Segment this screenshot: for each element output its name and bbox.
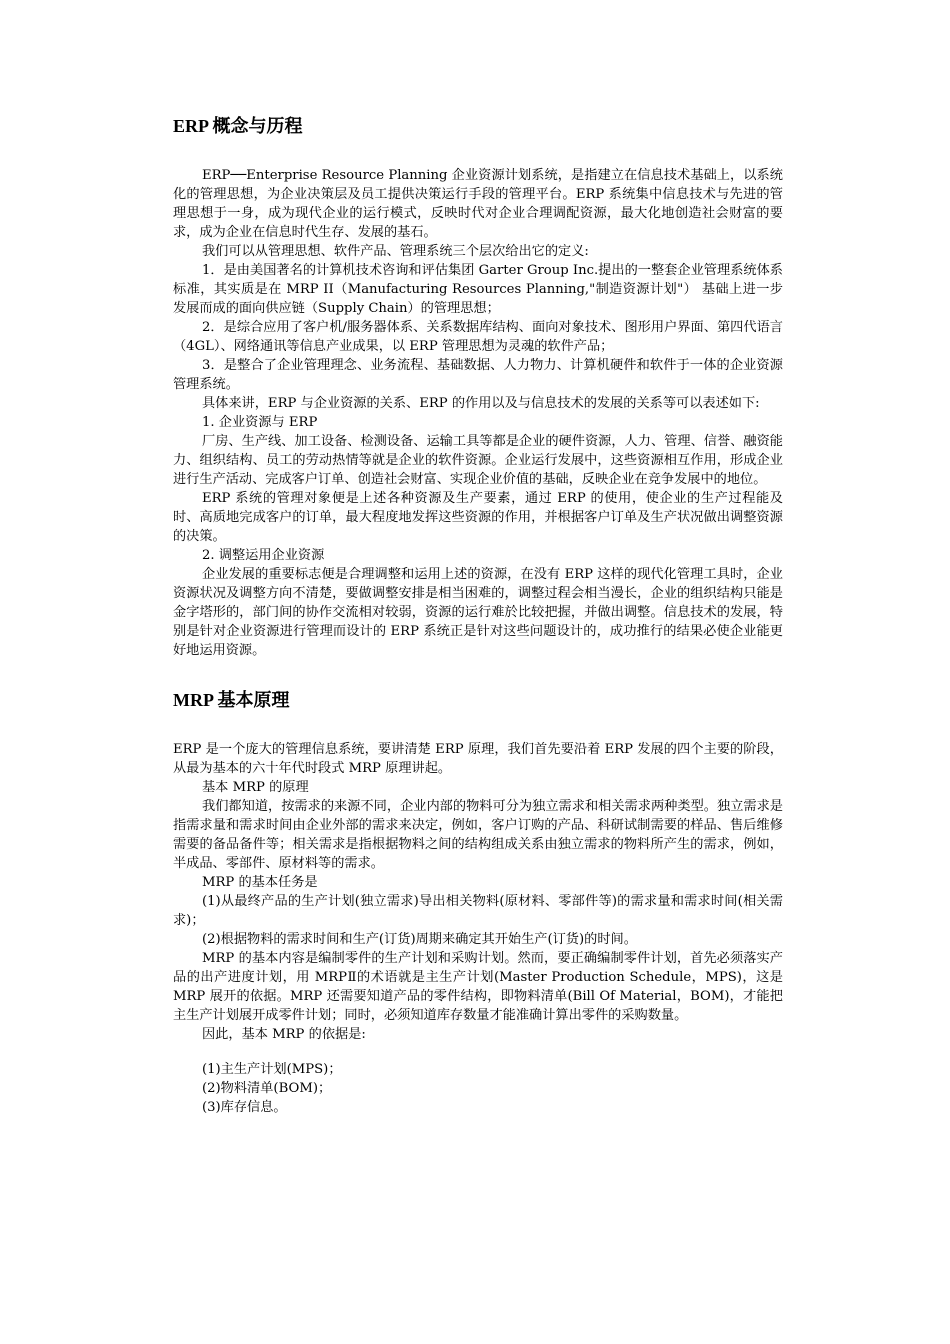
section-title-erp: ERP 概念与历程	[173, 116, 303, 136]
subheading: 基本 MRP 的原理	[202, 780, 309, 795]
paragraph: 企业发展的重要标志便是合理调整和运用上述的资源，在没有 ERP 这样的现代化管理工具时，企业资源状况及调整方向不清楚，要做调整安排是相当困难的，调整过程会相当漫长，企业的组织结构只能是金字塔形的，部门间的协作交流相对较弱，资源的运行难於比较把握，并做出调整。信息技术的发展，特别是针对企业资源进行管理而设计的 ERP 系统正是针对这些问题设计的，成功推行的结果必使企业能更好地运用资源。	[173, 567, 783, 658]
document-content	[173, 114, 783, 1117]
section-title-mrp: MRP 基本原理	[173, 690, 290, 710]
paragraph: 我们可以从管理思想、软件产品、管理系统三个层次给出它的定义:	[202, 244, 589, 259]
spacer	[173, 712, 783, 740]
paragraph: 我们都知道，按需求的来源不同，企业内部的物料可分为独立需求和相关需求两种类型。独立需求是指需求量和需求时间由企业外部的需求来决定，例如，客户订购的产品、科研试制需要的样品、售后维修需要的备品备件等；相关需求是指根据物料之间的结构组成关系由独立需求的物料所产生的需求，例如，半成品、零部件、原材料等的需求。	[173, 799, 783, 871]
list-item: 1．是由美国著名的计算机技术咨询和评估集团 Garter Group Inc.提出的一整套企业管理系统体系标准，其实质是在 MRP II（Manufacturing Resources Planning,"制造资源计划"） 基础上进一步发展而成的面向供应链（Supply Chain）的管理思想；	[173, 263, 783, 316]
list-item: (3)库存信息。	[202, 1100, 287, 1115]
spacer	[173, 660, 783, 688]
paragraph: 因此，基本 MRP 的依据是:	[202, 1027, 366, 1042]
subheading: 2. 调整运用企业资源	[202, 548, 325, 563]
list-item: (2)物料清单(BOM)；	[202, 1081, 332, 1096]
spacer	[173, 138, 783, 166]
list-item: (1)主生产计划(MPS)；	[202, 1062, 342, 1077]
subheading: 1. 企业资源与 ERP	[202, 415, 318, 430]
paragraph: 具体来讲，ERP 与企业资源的关系、ERP 的作用以及与信息技术的发展的关系等可以表述如下:	[202, 396, 760, 411]
paragraph: MRP 的基本任务是	[202, 875, 318, 890]
list-item: 2．是综合应用了客户机/服务器体系、关系数据库结构、面向对象技术、图形用户界面、第四代语言（4GL）、网络通讯等信息产业成果，以 ERP 管理思想为灵魂的软件产品；	[173, 320, 783, 354]
list-item: (1)从最终产品的生产计划(独立需求)导出相关物料(原材料、零部件等)的需求量和需求时间(相关需求)；	[173, 894, 783, 928]
list-item: (2)根据物料的需求时间和生产(订货)周期来确定其开始生产(订货)的时间。	[202, 932, 637, 947]
spacer	[173, 1044, 783, 1060]
paragraph: 厂房、生产线、加工设备、检测设备、运输工具等都是企业的硬件资源，人力、管理、信誉、融资能力、组织结构、员工的劳动热情等就是企业的软件资源。企业运行发展中，这些资源相互作用，形成企业进行生产活动、完成客户订单、创造社会财富、实现企业价值的基础，反映企业在竞争发展中的地位。	[173, 434, 783, 487]
paragraph: MRP 的基本内容是编制零件的生产计划和采购计划。然而，要正确编制零件计划，首先必须落实产品的出产进度计划，用 MRPⅡ的术语就是主生产计划(Master Production Schedule，MPS)，这是 MRP 展开的依据。MRP 还需要知道产品的零件结构，即物料清单(Bill Of Material，BOM)，才能把主生产计划展开成零件计划；同时，必须知道库存数量才能准确计算出零件的采购数量。	[173, 951, 783, 1023]
paragraph: ERP──Enterprise Resource Planning 企业资源计划系统，是指建立在信息技术基础上，以系统化的管理思想，为企业决策层及员工提供决策运行手段的管理平台。ERP 系统集中信息技术与先进的管理思想于一身，成为现代企业的运行模式，反映时代对企业合理调配资源，最大化地创造社会财富的要求，成为企业在信息时代生存、发展的基石。	[173, 168, 783, 240]
paragraph: ERP 系统的管理对象便是上述各种资源及生产要素，通过 ERP 的使用，使企业的生产过程能及时、高质地完成客户的订单，最大程度地发挥这些资源的作用，并根据客户订单及生产状况做出调整资源的决策。	[173, 491, 783, 544]
paragraph: ERP 是一个庞大的管理信息系统，要讲清楚 ERP 原理，我们首先要沿着 ERP 发展的四个主要的阶段，从最为基本的六十年代时段式 MRP 原理讲起。	[173, 742, 783, 776]
list-item: 3．是整合了企业管理理念、业务流程、基础数据、人力物力、计算机硬件和软件于一体的企业资源管理系统。	[173, 358, 783, 392]
